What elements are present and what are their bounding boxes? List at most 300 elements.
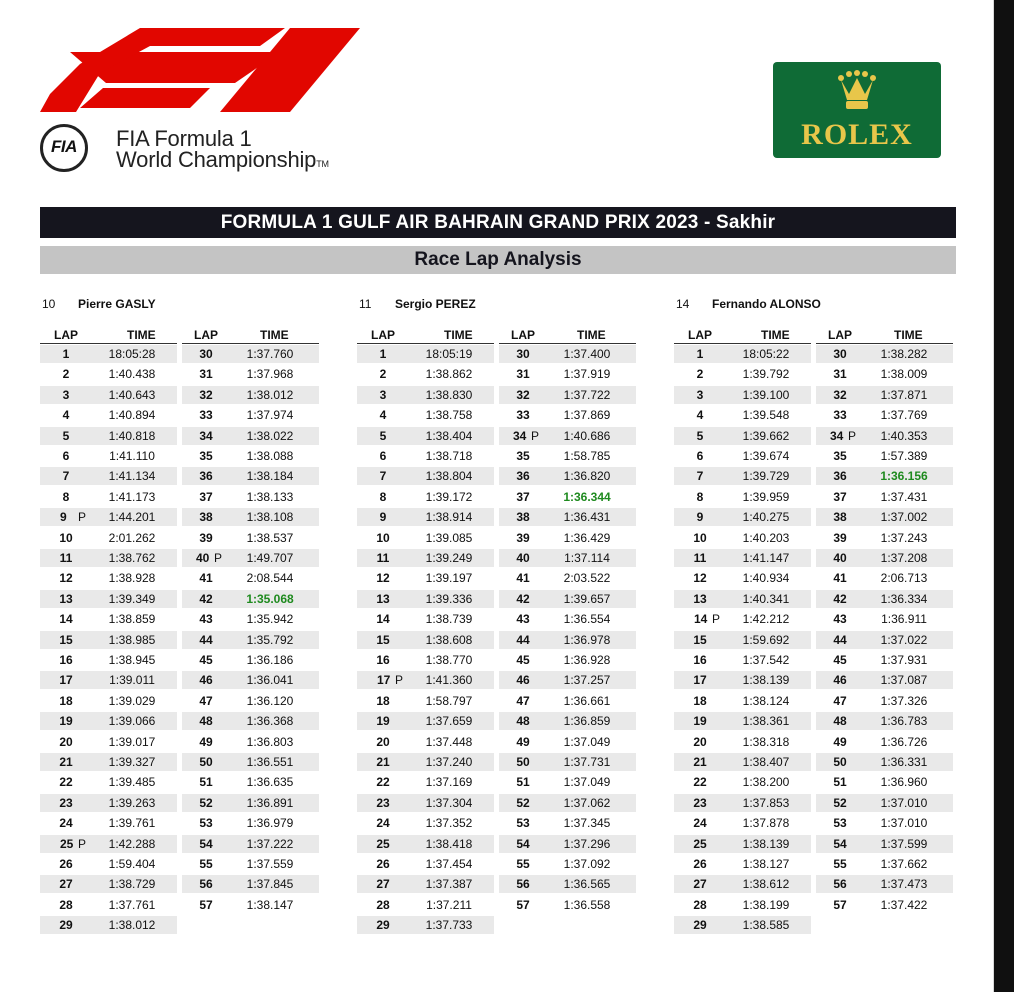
table-row: [499, 467, 636, 485]
table-row: [357, 631, 494, 649]
lap-number: 30: [199, 347, 213, 361]
lap-time: 1:39.792: [742, 367, 790, 382]
lap-number: 57: [516, 897, 530, 912]
lap-number: 22: [693, 775, 707, 790]
lap-time: 1:38.830: [425, 387, 473, 402]
lap-number: 24: [693, 816, 707, 831]
table-row: [182, 529, 319, 547]
lap-number: 14: [376, 612, 390, 627]
lap-time: 1:38.862: [425, 367, 473, 382]
table-row: [182, 365, 319, 383]
lap-number: 37: [516, 489, 530, 504]
lap-number: 29: [376, 918, 390, 933]
table-row: [674, 610, 811, 628]
lap-number: 44: [199, 632, 213, 647]
table-row: [816, 549, 953, 567]
table-row: [182, 896, 319, 914]
fastest-lap-time: 1:36.344: [563, 489, 611, 504]
table-row: [499, 631, 636, 649]
lap-column-label: LAP: [54, 328, 78, 342]
table-row: [357, 916, 494, 934]
table-row: [499, 590, 636, 608]
lap-number: 34: [513, 428, 527, 443]
table-row: [816, 569, 953, 587]
lap-time: 1:38.739: [425, 612, 473, 627]
pit-stop-marker: P: [78, 836, 87, 851]
table-row: [674, 345, 811, 363]
lap-time: 1:39.548: [742, 408, 790, 423]
f1-logo: [40, 28, 360, 112]
driver-number: 10: [42, 297, 56, 311]
lap-time: 1:37.114: [564, 551, 610, 565]
fia-badge-text: FIA: [51, 137, 77, 156]
lap-time: 1:38.804: [425, 469, 473, 484]
table-row: [182, 631, 319, 649]
lap-time: 1:40.438: [108, 367, 156, 382]
table-row: [816, 835, 953, 853]
lap-number: 7: [696, 469, 704, 484]
lap-time: 1:39.349: [108, 591, 156, 606]
table-row: [40, 712, 177, 730]
lap-number: 34: [199, 428, 213, 443]
driver-name: Sergio PEREZ: [395, 297, 476, 311]
lap-number: 53: [199, 816, 213, 831]
time-column-label: TIME: [444, 328, 473, 342]
lap-number: 27: [59, 877, 73, 892]
lap-number: 55: [833, 857, 847, 871]
table-row: [40, 794, 177, 812]
table-row: [674, 529, 811, 547]
lap-number: 38: [833, 510, 847, 525]
table-row: [816, 692, 953, 710]
table-row: [182, 835, 319, 853]
lap-number: 44: [833, 632, 847, 647]
lap-time: 1:38.282: [880, 347, 928, 361]
table-row: [816, 610, 953, 628]
lap-time: 1:39.657: [563, 591, 611, 606]
lap-number: 11: [59, 551, 73, 565]
lap-time: 1:37.345: [563, 816, 611, 831]
fia-line2: World Championship: [116, 147, 317, 172]
column-header: [182, 328, 319, 342]
table-row: [674, 773, 811, 791]
table-row: [40, 631, 177, 649]
lap-number: 23: [376, 795, 390, 810]
lap-time: 1:40.934: [742, 571, 790, 586]
lap-number: 54: [516, 836, 530, 851]
lap-number: 19: [376, 714, 390, 729]
lap-time: 1:37.769: [880, 408, 928, 423]
lap-time: 1:37.931: [880, 653, 928, 667]
table-row: [357, 712, 494, 730]
lap-time: 1:36.911: [881, 612, 927, 627]
lap-time: 1:38.758: [425, 408, 473, 423]
table-row: [357, 671, 494, 689]
lap-time: 1:40.275: [742, 510, 790, 525]
lap-time: 1:57.389: [880, 449, 928, 463]
lap-number: 2: [696, 367, 704, 382]
table-row: [357, 549, 494, 567]
table-row: [357, 447, 494, 465]
lap-time: 1:38.418: [425, 836, 473, 851]
table-row: [674, 733, 811, 751]
lap-time: 2:06.713: [880, 571, 928, 586]
lap-number: 39: [833, 530, 847, 545]
lap-number: 21: [376, 755, 390, 769]
table-row: [357, 345, 494, 363]
table-row: [182, 590, 319, 608]
table-row: [816, 447, 953, 465]
lap-number: 28: [376, 897, 390, 912]
lap-number: 12: [693, 571, 707, 586]
lap-number: 43: [199, 612, 213, 627]
lap-number: 30: [516, 347, 530, 361]
table-row: [674, 855, 811, 873]
lap-number: 8: [379, 489, 387, 504]
lap-time: 1:38.124: [742, 693, 790, 708]
lap-number: 51: [516, 775, 530, 790]
lap-number: 12: [59, 571, 73, 586]
lap-time: 1:36.429: [563, 530, 611, 545]
time-column-label: TIME: [260, 328, 289, 342]
lap-time: 1:41.173: [108, 489, 156, 504]
lap-time: 1:39.249: [425, 551, 473, 565]
table-row: [182, 651, 319, 669]
table-row: [674, 427, 811, 445]
table-row: [816, 386, 953, 404]
fastest-lap-time: 1:36.156: [880, 469, 928, 484]
lap-number: 50: [516, 755, 530, 769]
lap-number: 24: [59, 816, 73, 831]
lap-time: 1:38.985: [108, 632, 156, 647]
table-row: [674, 365, 811, 383]
header-rule: [40, 343, 177, 344]
table-row: [182, 549, 319, 567]
lap-time: 1:59.692: [742, 632, 790, 647]
table-row: [816, 712, 953, 730]
lap-time: 1:36.334: [880, 591, 928, 606]
lap-number: 50: [199, 755, 213, 769]
lap-time: 1:40.341: [742, 591, 790, 606]
lap-number: 7: [379, 469, 387, 484]
lap-time: 1:38.612: [742, 877, 790, 892]
table-row: [357, 733, 494, 751]
lap-time: 1:37.473: [880, 877, 928, 892]
lap-number: 15: [59, 632, 73, 647]
fia-logo: [40, 124, 370, 176]
lap-column-label: LAP: [828, 328, 852, 342]
page-edge-shadow: [994, 0, 1014, 992]
lap-time: 1:38.184: [246, 469, 294, 484]
lap-time: 1:37.169: [425, 775, 473, 790]
lap-time: 1:38.537: [246, 530, 294, 545]
lap-number: 17: [693, 673, 707, 688]
lap-number: 35: [516, 449, 530, 463]
lap-column-label: LAP: [371, 328, 395, 342]
table-row: [816, 406, 953, 424]
lap-number: 16: [376, 653, 390, 667]
lap-time: 1:37.022: [880, 632, 928, 647]
lap-number: 48: [199, 714, 213, 729]
lap-time: 1:37.974: [246, 408, 294, 423]
table-row: [674, 488, 811, 506]
lap-number: 13: [376, 591, 390, 606]
lap-number: 22: [376, 775, 390, 790]
table-row: [40, 610, 177, 628]
lap-number: 57: [833, 897, 847, 912]
table-row: [40, 733, 177, 751]
lap-time: 1:36.978: [563, 632, 611, 647]
column-header: [40, 328, 177, 342]
lap-time: 1:38.139: [742, 836, 790, 851]
lap-number: 26: [376, 857, 390, 871]
lap-time: 1:39.485: [108, 775, 156, 790]
time-column-label: TIME: [894, 328, 923, 342]
table-row: [499, 386, 636, 404]
lap-time: 1:37.869: [563, 408, 611, 423]
lap-time: 1:39.729: [742, 469, 790, 484]
fia-tm: TM: [316, 159, 329, 169]
lap-number: 55: [516, 857, 530, 871]
lap-time: 1:36.928: [563, 653, 611, 667]
lap-number: 32: [199, 387, 213, 402]
lap-number: 52: [516, 795, 530, 810]
lap-time: 1:39.011: [109, 673, 155, 688]
lap-number: 32: [516, 387, 530, 402]
lap-time: 1:40.353: [880, 428, 928, 443]
header-rule: [499, 343, 636, 344]
table-row: [816, 651, 953, 669]
table-row: [499, 712, 636, 730]
lap-number: 53: [516, 816, 530, 831]
table-row: [674, 753, 811, 771]
table-row: [816, 733, 953, 751]
table-row: [182, 569, 319, 587]
header-rule: [674, 343, 811, 344]
lap-number: 23: [59, 795, 73, 810]
lap-time: 1:58.797: [425, 693, 473, 708]
lap-time: 1:37.659: [425, 714, 473, 729]
pit-stop-marker: P: [395, 673, 404, 688]
lap-number: 27: [376, 877, 390, 892]
lap-number: 40: [516, 551, 530, 565]
table-row: [674, 835, 811, 853]
table-row: [40, 855, 177, 873]
lap-number: 47: [833, 693, 847, 708]
table-row: [816, 365, 953, 383]
lap-time: 1:36.041: [246, 673, 294, 688]
pit-stop-marker: P: [78, 510, 87, 525]
lap-number: 28: [693, 897, 707, 912]
lap-time: 1:40.818: [108, 428, 156, 443]
table-row: [182, 794, 319, 812]
lap-time: 1:37.087: [880, 673, 928, 688]
table-row: [182, 733, 319, 751]
time-column-label: TIME: [577, 328, 606, 342]
lap-time: 1:38.407: [742, 755, 790, 769]
lap-time: 1:38.608: [425, 632, 473, 647]
lap-number: 42: [833, 591, 847, 606]
lap-number: 32: [833, 387, 847, 402]
table-row: [40, 467, 177, 485]
lap-number: 26: [59, 857, 73, 871]
lap-number: 25: [376, 836, 390, 851]
table-row: [357, 488, 494, 506]
lap-number: 51: [833, 775, 847, 790]
lap-number: 23: [693, 795, 707, 810]
lap-time: 1:36.960: [880, 775, 928, 790]
table-row: [357, 753, 494, 771]
table-row: [674, 692, 811, 710]
header-rule: [816, 343, 953, 344]
lap-number: 50: [833, 755, 847, 769]
lap-number: 42: [516, 591, 530, 606]
table-row: [816, 631, 953, 649]
lap-number: 56: [516, 877, 530, 892]
table-row: [182, 671, 319, 689]
table-row: [40, 875, 177, 893]
lap-number: 31: [199, 367, 213, 382]
lap-number: 15: [693, 632, 707, 647]
lap-number: 48: [516, 714, 530, 729]
driver-name: Fernando ALONSO: [712, 297, 821, 311]
lap-column-label: LAP: [511, 328, 535, 342]
header-rule: [357, 343, 494, 344]
lap-time: 1:36.820: [563, 469, 611, 484]
lap-time: 1:38.199: [742, 897, 790, 912]
lap-time: 1:36.368: [246, 714, 294, 729]
lap-number: 5: [379, 428, 387, 443]
table-row: [499, 508, 636, 526]
lap-time: 1:36.331: [880, 755, 928, 769]
table-row: [674, 671, 811, 689]
lap-time: 1:42.288: [108, 836, 156, 851]
lap-time: 1:37.919: [563, 367, 611, 382]
table-row: [816, 508, 953, 526]
lap-number: 41: [516, 571, 530, 586]
lap-number: 53: [833, 816, 847, 831]
lap-time: 1:37.871: [880, 387, 928, 402]
table-row: [499, 610, 636, 628]
lap-number: 11: [693, 551, 707, 565]
table-row: [40, 835, 177, 853]
lap-number: 37: [833, 489, 847, 504]
table-row: [40, 447, 177, 465]
table-row: [499, 875, 636, 893]
table-row: [357, 386, 494, 404]
table-row: [674, 631, 811, 649]
lap-time: 1:41.134: [108, 469, 156, 484]
table-row: [499, 651, 636, 669]
lap-number: 16: [693, 653, 707, 667]
lap-number: 5: [62, 428, 70, 443]
lap-number: 17: [377, 673, 391, 688]
table-row: [499, 855, 636, 873]
lap-time: 1:42.212: [742, 612, 790, 627]
table-row: [816, 467, 953, 485]
table-row: [499, 814, 636, 832]
fia-line1: FIA Formula 1: [116, 126, 252, 151]
table-row: [499, 692, 636, 710]
lap-time: 1:36.565: [563, 877, 611, 892]
lap-time: 1:37.002: [880, 510, 928, 525]
lap-time: 1:36.558: [563, 897, 611, 912]
lap-number: 31: [516, 367, 530, 382]
table-row: [357, 814, 494, 832]
lap-time: 1:37.387: [425, 877, 473, 892]
lap-time: 1:36.635: [246, 775, 294, 790]
lap-time: 1:36.186: [246, 653, 294, 667]
lap-time: 1:37.454: [425, 857, 473, 871]
lap-time: 1:38.012: [108, 918, 156, 933]
lap-time: 1:37.062: [563, 795, 611, 810]
lap-number: 38: [199, 510, 213, 525]
lap-number: 13: [693, 591, 707, 606]
table-row: [182, 692, 319, 710]
lap-column-label: LAP: [688, 328, 712, 342]
lap-number: 15: [376, 632, 390, 647]
lap-time: 1:37.448: [425, 734, 473, 749]
lap-number: 25: [60, 836, 74, 851]
lap-time: 1:38.928: [108, 571, 156, 586]
lap-time: 1:44.201: [108, 510, 156, 525]
lap-number: 52: [199, 795, 213, 810]
lap-number: 41: [199, 571, 213, 586]
table-row: [499, 671, 636, 689]
lap-number: 3: [62, 387, 70, 402]
table-row: [357, 835, 494, 853]
table-row: [182, 875, 319, 893]
lap-time: 1:37.422: [880, 897, 928, 912]
lap-number: 4: [696, 408, 704, 423]
lap-time: 1:37.326: [880, 693, 928, 708]
table-row: [816, 773, 953, 791]
lap-time: 1:36.661: [563, 693, 611, 708]
race-title: FORMULA 1 GULF AIR BAHRAIN GRAND PRIX 2023 - Sakhir: [40, 207, 956, 238]
fia-wordmark: [116, 128, 329, 175]
table-row: [182, 753, 319, 771]
lap-number: 21: [59, 755, 73, 769]
table-row: [816, 875, 953, 893]
lap-number: 46: [199, 673, 213, 688]
table-row: [499, 794, 636, 812]
lap-time: 1:40.686: [563, 428, 611, 443]
table-row: [357, 651, 494, 669]
lap-number: 1: [62, 347, 70, 361]
table-row: [357, 610, 494, 628]
lap-time: 1:37.853: [742, 795, 790, 810]
table-row: [40, 365, 177, 383]
table-row: [40, 406, 177, 424]
lap-time: 1:38.718: [425, 449, 473, 463]
lap-time: 1:37.211: [426, 897, 472, 912]
table-row: [40, 773, 177, 791]
pit-stop-marker: P: [848, 428, 857, 443]
table-row: [816, 529, 953, 547]
fia-badge: [40, 124, 88, 172]
lap-time: 1:37.599: [880, 836, 928, 851]
lap-time: 1:36.551: [246, 755, 294, 769]
table-row: [499, 488, 636, 506]
table-row: [674, 875, 811, 893]
table-row: [674, 794, 811, 812]
table-row: [40, 651, 177, 669]
lap-number: 46: [516, 673, 530, 688]
lap-time: 1:40.894: [108, 408, 156, 423]
pit-stop-marker: P: [214, 551, 223, 565]
driver-header: [676, 297, 821, 311]
table-row: [182, 610, 319, 628]
